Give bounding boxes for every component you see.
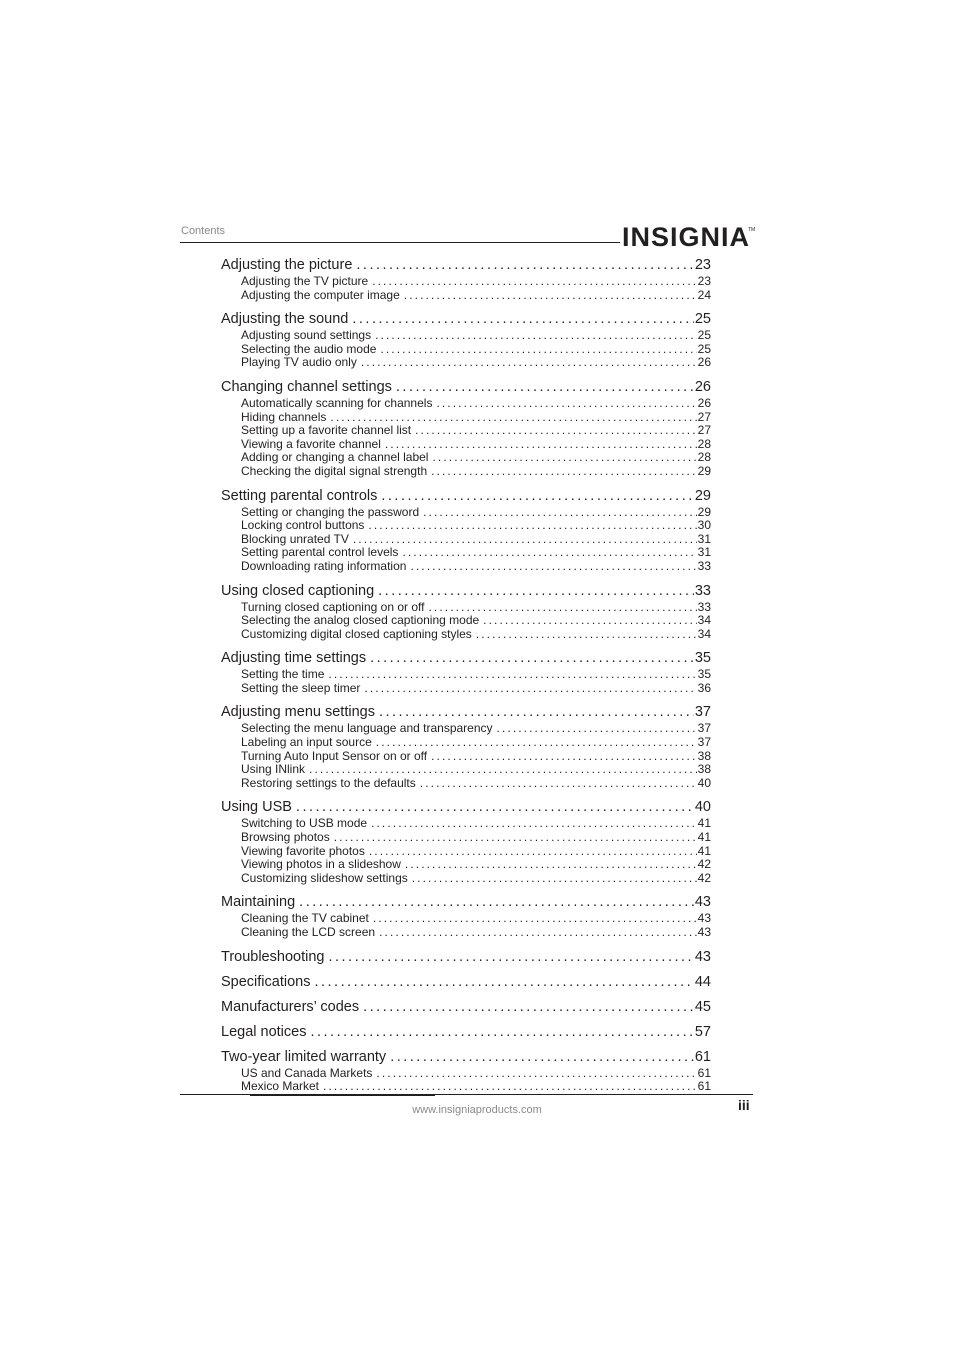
toc-subentry-page: 37 [697, 736, 711, 750]
toc-subentry[interactable] [221, 438, 711, 452]
dot-leader [328, 948, 693, 967]
toc-entry-title: Adjusting menu settings [221, 704, 375, 721]
toc-entry[interactable] [221, 998, 711, 1017]
toc-subentry-page: 40 [697, 776, 711, 790]
toc-subentry-page: 38 [697, 763, 711, 777]
toc-section [221, 893, 711, 939]
insignia-logo-graphic [622, 217, 756, 253]
toc-subentry-page: 27 [697, 410, 711, 424]
dot-leader [483, 614, 696, 628]
toc-entry-page: 43 [694, 948, 711, 965]
toc-subentry-page: 31 [697, 546, 711, 560]
dot-leader [415, 424, 697, 438]
toc-entry-page: 33 [694, 582, 711, 599]
insignia-logo [622, 217, 756, 251]
toc-entry[interactable] [221, 798, 711, 817]
toc-subentry-title: Turning Auto Input Sensor on or off [241, 749, 428, 763]
toc-subentry-page: 24 [697, 288, 711, 302]
toc-subentry-title: Setting or changing the password [241, 505, 420, 519]
toc-entry[interactable] [221, 973, 711, 992]
dot-leader [364, 682, 696, 696]
toc-subentry-page: 33 [697, 559, 711, 573]
toc-subentry-page: 30 [697, 519, 711, 533]
toc-subentry-page: 41 [697, 844, 711, 858]
toc-subentry-page: 42 [697, 858, 711, 872]
toc-subentry[interactable] [221, 1067, 711, 1081]
toc-section [221, 1023, 711, 1042]
toc-subentry-title: Blocking unrated TV [241, 532, 349, 546]
toc-subentry-title: Setting the time [241, 668, 325, 682]
toc-section [221, 998, 711, 1017]
dot-leader [371, 817, 697, 831]
toc-subentry-title: Viewing a favorite channel [241, 437, 381, 451]
toc-subentry-title: Switching to USB mode [241, 817, 368, 831]
toc-subentry[interactable] [221, 628, 711, 642]
dot-leader [381, 487, 693, 506]
toc-subentry-page: 41 [697, 831, 711, 845]
dot-leader [431, 465, 697, 479]
dot-leader [314, 973, 693, 992]
toc-entry[interactable] [221, 256, 711, 275]
toc-entry-page: 25 [694, 311, 711, 328]
toc-entry-page: 43 [694, 894, 711, 911]
toc-entry-title: Adjusting the sound [221, 311, 349, 328]
toc-entry-title: Setting parental controls [221, 487, 378, 504]
dot-leader [380, 343, 696, 357]
toc-subentry-page: 61 [697, 1080, 711, 1094]
toc-section [221, 256, 711, 302]
dot-leader [370, 649, 694, 668]
toc-entry-page: 40 [694, 799, 711, 816]
toc-subentry-title: Setting parental control levels [241, 546, 399, 560]
toc-entry-page: 23 [694, 257, 711, 273]
toc-entry[interactable] [221, 1023, 711, 1042]
toc-subentry-page: 35 [697, 668, 711, 682]
table-of-contents [221, 256, 711, 1102]
toc-subentry-title: Using INlink [241, 763, 306, 777]
toc-subentry[interactable] [221, 750, 711, 764]
toc-entry-title: Legal notices [221, 1023, 307, 1040]
dot-leader [330, 411, 696, 425]
toc-subentry-page: 42 [697, 871, 711, 885]
dot-leader [396, 378, 694, 397]
dot-leader [412, 872, 697, 886]
toc-section [221, 378, 711, 479]
toc-subentry-page: 33 [697, 600, 711, 614]
dot-leader [428, 601, 696, 615]
toc-subentry[interactable] [221, 831, 711, 845]
toc-subentry-title: Mexico Market [241, 1080, 320, 1094]
toc-section [221, 649, 711, 695]
dot-leader [376, 736, 697, 750]
dot-leader [356, 256, 693, 275]
toc-subentry-title: Downloading rating information [241, 559, 407, 573]
toc-subentry[interactable] [221, 546, 711, 560]
toc-subentry[interactable] [221, 668, 711, 682]
toc-entry-title: Adjusting the picture [221, 257, 353, 273]
toc-subentry[interactable] [221, 1080, 711, 1094]
toc-subentry[interactable] [221, 845, 711, 859]
toc-entry-title: Troubleshooting [221, 948, 325, 965]
toc-subentry-title: Selecting the audio mode [241, 342, 377, 356]
dot-leader [431, 750, 697, 764]
dot-leader [423, 506, 697, 520]
dot-leader [353, 533, 697, 547]
toc-subentry-title: Selecting the menu language and transparency [241, 722, 493, 736]
svg-text:INSIGNIA: INSIGNIA [622, 222, 751, 252]
toc-subentry-page: 29 [697, 464, 711, 478]
toc-subentry[interactable] [221, 506, 711, 520]
toc-subentry[interactable] [221, 872, 711, 886]
toc-section [221, 1048, 711, 1094]
toc-subentry-page: 36 [697, 681, 711, 695]
toc-entry-title: Using USB [221, 799, 292, 816]
toc-subentry[interactable] [221, 601, 711, 615]
toc-entry-page: 35 [694, 650, 711, 667]
toc-entry[interactable] [221, 310, 711, 329]
toc-subentry[interactable] [221, 763, 711, 777]
toc-entry-title: Changing channel settings [221, 378, 392, 395]
toc-subentry-title: Turning closed captioning on or off [241, 600, 425, 614]
toc-subentry-title: Restoring settings to the defaults [241, 776, 416, 790]
toc-subentry-title: Cleaning the TV cabinet [241, 912, 369, 926]
toc-subentry-page: 29 [697, 505, 711, 519]
toc-subentry-title: Labeling an input source [241, 736, 372, 750]
toc-subentry-page: 27 [697, 424, 711, 438]
dot-leader [375, 329, 697, 343]
dot-leader [310, 1023, 693, 1042]
toc-subentry-title: Browsing photos [241, 831, 330, 845]
toc-subentry-title: Setting the sleep timer [241, 681, 361, 695]
toc-entry[interactable] [221, 703, 711, 722]
toc-entry[interactable] [221, 378, 711, 397]
dot-leader [379, 703, 694, 722]
toc-entry[interactable] [221, 582, 711, 601]
toc-section [221, 487, 711, 574]
toc-subentry-page: 34 [697, 627, 711, 641]
toc-subentry[interactable] [221, 411, 711, 425]
toc-subentry[interactable] [221, 912, 711, 926]
toc-subentry[interactable] [221, 777, 711, 791]
toc-subentry-title: Locking control buttons [241, 519, 365, 533]
dot-leader [405, 858, 697, 872]
toc-subentry-title: Adjusting the TV picture [241, 275, 369, 288]
toc-entry[interactable] [221, 1048, 711, 1067]
toc-subentry[interactable] [221, 519, 711, 533]
header-rule [180, 242, 620, 243]
toc-entry-page: 37 [694, 704, 711, 721]
dot-leader [476, 628, 697, 642]
toc-entry-title: Specifications [221, 973, 311, 990]
toc-section [221, 973, 711, 992]
toc-entry-title: Manufacturers’ codes [221, 998, 360, 1015]
toc-subentry-page: 43 [697, 926, 711, 939]
dot-leader [309, 763, 697, 777]
toc-section [221, 948, 711, 967]
toc-subentry-page: 41 [697, 817, 711, 831]
toc-section [221, 310, 711, 370]
dot-leader [376, 1067, 696, 1081]
toc-subentry[interactable] [221, 289, 711, 303]
toc-entry-title: Using closed captioning [221, 582, 375, 599]
toc-entry-page: 44 [694, 973, 711, 990]
dot-leader [410, 560, 696, 574]
dot-leader [352, 310, 693, 329]
toc-subentry-title: Viewing favorite photos [241, 844, 365, 858]
toc-subentry-title: Automatically scanning for channels [241, 396, 433, 410]
toc-subentry[interactable] [221, 343, 711, 357]
toc-subentry-page: 34 [697, 614, 711, 628]
footer-url[interactable]: www.insigniaproducts.com [412, 1104, 542, 1116]
toc-section [221, 703, 711, 790]
toc-entry[interactable] [221, 893, 711, 912]
toc-subentry[interactable] [221, 356, 711, 370]
toc-subentry-title: Cleaning the LCD screen [241, 926, 376, 939]
dot-leader [390, 1048, 694, 1067]
toc-entry[interactable] [221, 948, 711, 967]
toc-subentry-page: 26 [697, 356, 711, 370]
dot-leader [334, 831, 697, 845]
toc-subentry[interactable] [221, 533, 711, 547]
toc-entry-page: 29 [694, 487, 711, 504]
toc-subentry-page: 43 [697, 912, 711, 926]
toc-subentry[interactable] [221, 817, 711, 831]
dot-leader [323, 1080, 697, 1094]
toc-entry-title: Two-year limited warranty [221, 1048, 387, 1065]
dot-leader [299, 893, 694, 912]
toc-subentry-title: Playing TV audio only [241, 356, 357, 370]
dot-leader [328, 668, 696, 682]
dot-leader [379, 926, 697, 940]
toc-entry-title: Adjusting time settings [221, 650, 367, 667]
dot-leader [368, 519, 696, 533]
toc-subentry-page: 31 [697, 532, 711, 546]
toc-subentry-page: 28 [697, 437, 711, 451]
toc-subentry[interactable] [221, 451, 711, 465]
dot-leader [369, 845, 697, 859]
toc-subentry-page: 26 [697, 396, 711, 410]
toc-subentry[interactable] [221, 329, 711, 343]
toc-section [221, 798, 711, 885]
toc-subentry-title: Adding or changing a channel label [241, 451, 429, 465]
dot-leader [363, 998, 694, 1017]
toc-subentry-title: Selecting the analog closed captioning mode [241, 614, 480, 628]
dot-leader [361, 356, 697, 370]
toc-subentry-title: Adjusting sound settings [241, 329, 372, 343]
toc-subentry-title: Viewing photos in a slideshow [241, 858, 401, 872]
footer-rule-accent [250, 1094, 435, 1096]
toc-subentry[interactable] [221, 682, 711, 696]
toc-entry-title: Maintaining [221, 894, 296, 911]
section-label: Contents [181, 225, 226, 237]
toc-subentry-title: Checking the digital signal strength [241, 464, 428, 478]
dot-leader [402, 546, 696, 560]
toc-subentry-page: 23 [697, 275, 711, 288]
toc-subentry-title: Hiding channels [241, 410, 327, 424]
toc-entry-page: 26 [694, 378, 711, 395]
toc-subentry[interactable] [221, 560, 711, 574]
toc-entry[interactable] [221, 487, 711, 506]
page-number: iii [738, 1097, 750, 1113]
dot-leader [373, 912, 697, 926]
toc-subentry-page: 25 [697, 329, 711, 343]
toc-subentry[interactable] [221, 858, 711, 872]
toc-subentry-title: Customizing slideshow settings [241, 871, 408, 885]
toc-subentry-page: 61 [697, 1066, 711, 1080]
toc-subentry[interactable] [221, 465, 711, 479]
toc-subentry[interactable] [221, 614, 711, 628]
toc-entry[interactable] [221, 649, 711, 668]
dot-leader [385, 438, 697, 452]
dot-leader [420, 777, 697, 791]
dot-leader [378, 582, 694, 601]
toc-subentry[interactable] [221, 397, 711, 411]
toc-subentry[interactable] [221, 736, 711, 750]
toc-subentry-page: 28 [697, 451, 711, 465]
toc-entry-page: 61 [694, 1048, 711, 1065]
toc-subentry-title: Adjusting the computer image [241, 288, 400, 302]
dot-leader [372, 275, 696, 289]
toc-subentry[interactable] [221, 722, 711, 736]
toc-subentry[interactable] [221, 926, 711, 940]
toc-subentry-title: Customizing digital closed captioning styles [241, 627, 472, 641]
toc-entry-page: 57 [694, 1023, 711, 1040]
toc-subentry-page: 38 [697, 749, 711, 763]
toc-subentry-title: Setting up a favorite channel list [241, 424, 412, 438]
dot-leader [296, 798, 694, 817]
svg-text:TM: TM [748, 227, 756, 233]
toc-subentry[interactable] [221, 424, 711, 438]
dot-leader [436, 397, 696, 411]
toc-section [221, 582, 711, 642]
dot-leader [497, 722, 697, 736]
toc-subentry-title: US and Canada Markets [241, 1066, 373, 1080]
toc-subentry-page: 25 [697, 342, 711, 356]
dot-leader [404, 289, 697, 303]
toc-entry-page: 45 [694, 998, 711, 1015]
toc-subentry[interactable] [221, 275, 711, 289]
toc-subentry-page: 37 [697, 722, 711, 736]
dot-leader [432, 451, 696, 465]
